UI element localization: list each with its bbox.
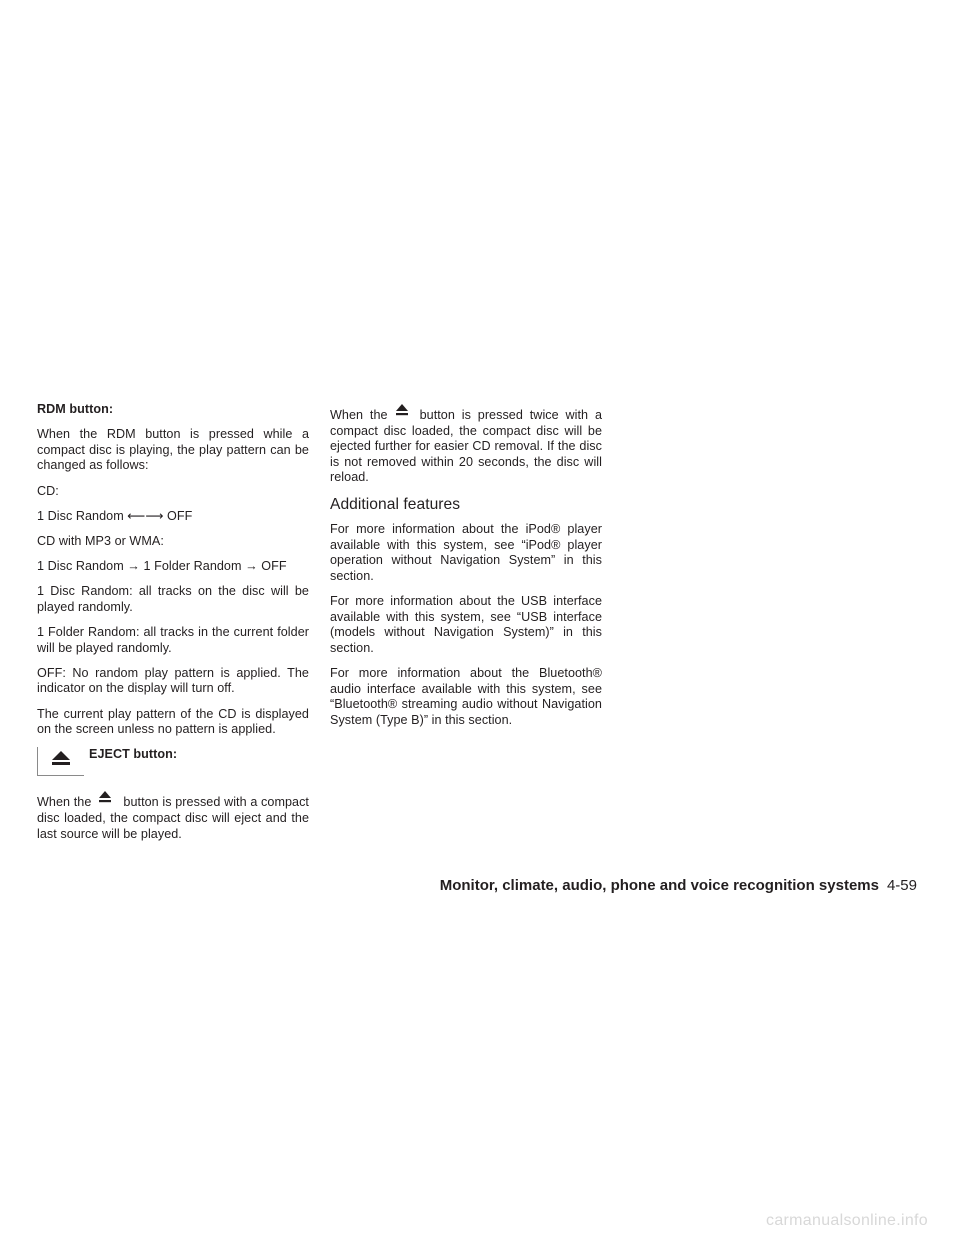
mp3-sequence: 1 Disc Random → 1 Folder Random → OFF xyxy=(37,559,287,574)
additional-features-heading: Additional features xyxy=(330,495,461,513)
left-column xyxy=(37,402,309,852)
current-pattern-desc: The current play pattern of the CD is displayed on the screen unless no pattern is applied. xyxy=(37,706,309,737)
eject-icon xyxy=(98,791,112,803)
off-desc: OFF: No random play pattern is applied. The indicator on the display will turn off. xyxy=(37,665,309,696)
right-column xyxy=(330,408,602,738)
rdm-intro: When the RDM button is pressed while a compact disc is playing, the play pattern can be changed as follows: xyxy=(37,427,309,473)
usb-paragraph: For more information about the USB interface available with this system, see “USB interface (models without Navigation System)” in this section. xyxy=(330,593,602,655)
eject-inline-icon-wrap xyxy=(91,795,123,809)
eject-paragraph xyxy=(37,795,309,842)
eject-heading: EJECT button: xyxy=(89,747,178,762)
page-footer xyxy=(440,877,917,894)
rdm-heading: RDM button: xyxy=(37,402,114,416)
cd-label: CD: xyxy=(37,483,59,498)
bluetooth-paragraph: For more information about the Bluetooth® audio interface available with this system, see “Bluetooth® streaming audio without Navigation System (Type B)” in this section. xyxy=(330,665,602,727)
eject-icon xyxy=(51,750,71,766)
twice-text-before: When the xyxy=(330,408,388,422)
cd-sequence: 1 Disc Random ⟵⟶ OFF xyxy=(37,508,193,523)
footer-section-title: Monitor, climate, audio, phone and voice recognition systems xyxy=(439,877,879,894)
twice-text-after: button is pressed twice with a compact disc loaded, the compact disc will be ejected further for easier CD removal. If the disc is not removed within 20 seconds, the disc will reload. xyxy=(330,408,602,485)
eject-text-before: When the xyxy=(37,795,92,810)
folder-random-desc: 1 Folder Random: all tracks in the current folder will be played randomly. xyxy=(37,625,309,655)
disc-random-desc: 1 Disc Random: all tracks on the disc will be played randomly. xyxy=(37,584,309,614)
eject-inline-icon-wrap xyxy=(388,408,420,422)
ipod-paragraph: For more information about the iPod® player available with this system, see “iPod® player operation without Navigation System” in this section. xyxy=(330,521,602,583)
mp3-label: CD with MP3 or WMA: xyxy=(37,533,164,548)
page-number: 4-59 xyxy=(886,877,917,894)
watermark: carmanualsonline.info xyxy=(766,1212,928,1229)
eject-icon-box xyxy=(37,747,84,776)
eject-icon xyxy=(395,404,409,416)
eject-text-after: button is pressed with a compact disc loaded, the compact disc will eject and the last source will be played. xyxy=(37,795,309,841)
eject-heading-row xyxy=(37,747,309,787)
eject-twice-paragraph xyxy=(330,408,602,486)
